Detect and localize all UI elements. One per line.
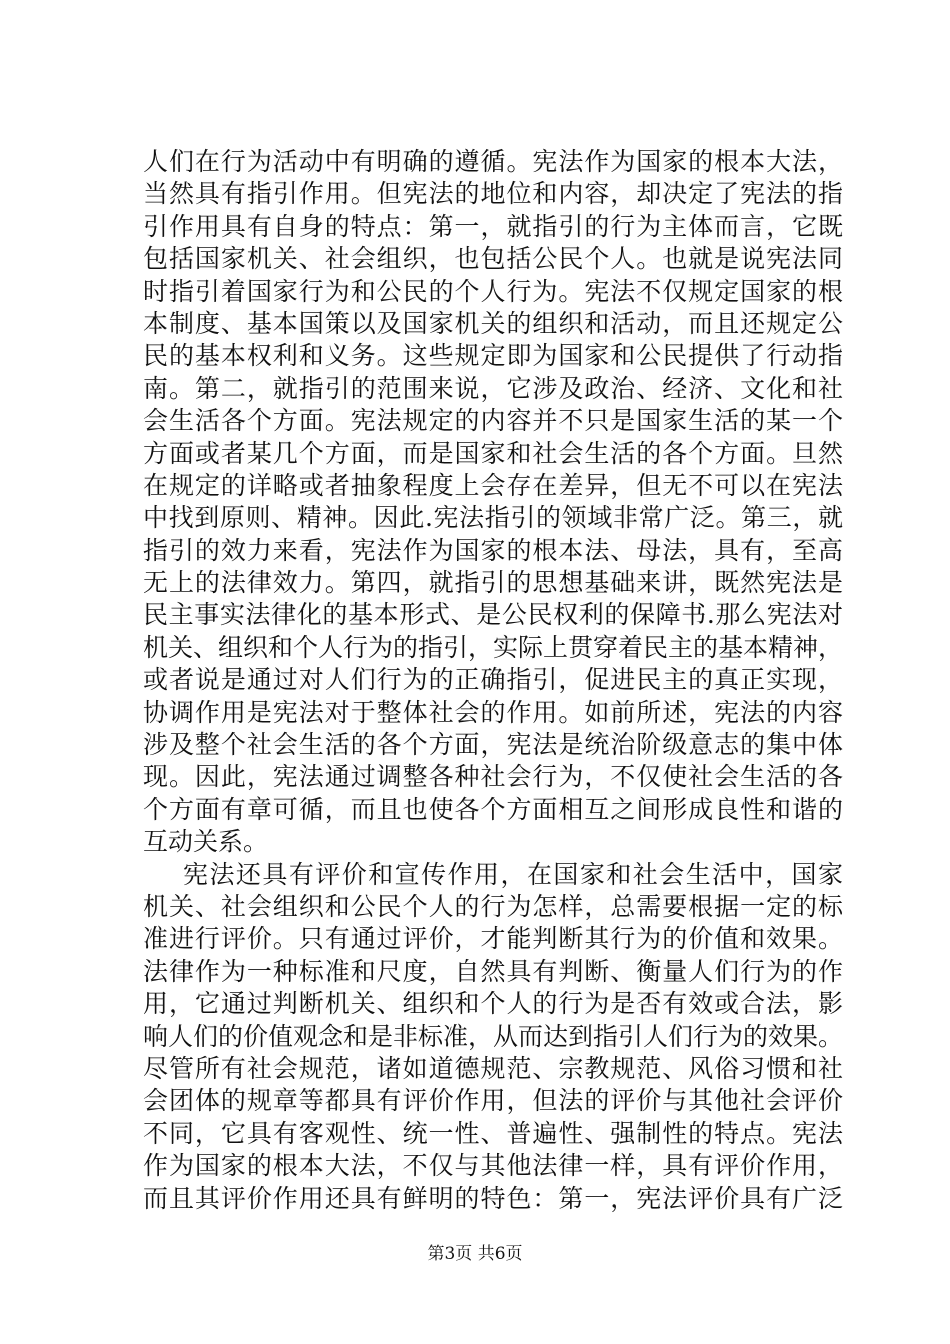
- text-line: 用，它通过判断机关、组织和个人的行为是否有效或合法，影: [143, 989, 843, 1019]
- paragraph-first-line: 宪法还具有评价和宣传作用，在国家和社会生活中，国家: [183, 859, 843, 889]
- text-line: 无上的法律效力。第四，就指引的思想基础来讲，既然宪法是: [143, 568, 843, 598]
- text-line: 引作用具有自身的特点：第一，就指引的行为主体而言，它既: [143, 211, 843, 241]
- text-line: 民的基本权利和义务。这些规定即为国家和公民提供了行动指: [143, 341, 843, 371]
- text-line: 中找到原则、精神。因此.宪法指引的领域非常广泛。第三，就: [143, 503, 843, 533]
- text-line: 方面或者某几个方面，而是国家和社会生活的各个方面。旦然: [143, 438, 843, 468]
- text-line: 会团体的规章等都具有评价作用，但法的评价与其他社会评价: [143, 1086, 843, 1116]
- text-line: 个方面有章可循，而且也使各个方面相互之间形成良性和谐的: [143, 794, 843, 824]
- page-number-footer: 第3页 共6页: [427, 1244, 523, 1264]
- text-line: 不同，它具有客观性、统一性、普遍性、强制性的特点。宪法: [143, 1118, 843, 1148]
- text-line: 而且其评价作用还具有鲜明的特色：第一，宪法评价具有广泛: [143, 1183, 843, 1213]
- text-line: 人们在行为活动中有明确的遵循。宪法作为国家的根本大法，: [143, 147, 843, 176]
- text-line: 当然具有指引作用。但宪法的地位和内容，却决定了宪法的指: [143, 179, 843, 209]
- text-line: 尽管所有社会规范，诸如道德规范、宗教规范、风俗习惯和社: [143, 1053, 843, 1083]
- body-text: [143, 146, 843, 1215]
- text-line: 南。第二，就指引的范围来说，它涉及政治、经济、文化和社: [143, 373, 843, 403]
- text-line: 机关、社会组织和公民个人的行为怎样，总需要根据一定的标: [143, 891, 843, 921]
- text-line: 民主事实法律化的基本形式、是公民权利的保障书.那么宪法对: [143, 600, 843, 630]
- text-line: 本制度、基本国策以及国家机关的组织和活动，而且还规定公: [143, 308, 843, 338]
- text-line: 时指引着国家行为和公民的个人行为。宪法不仅规定国家的根: [143, 276, 843, 306]
- text-line: 涉及整个社会生活的各个方面，宪法是统治阶级意志的集中体: [143, 730, 843, 760]
- text-line: 或者说是通过对人们行为的正确指引，促进民主的真正实现，: [143, 665, 843, 695]
- text-line: 包括国家机关、社会组织，也包括公民个人。也就是说宪法同: [143, 244, 843, 274]
- text-line: 现。因此，宪法通过调整各种社会行为，不仅使社会生活的各: [143, 762, 843, 792]
- text-line: 在规定的详略或者抽象程度上会存在差异，但无不可以在宪法: [143, 470, 843, 500]
- text-line: 准进行评价。只有通过评价，才能判断其行为的价值和效果。: [143, 924, 843, 954]
- text-line: 互动关系。: [143, 827, 269, 857]
- text-line: 作为国家的根本大法，不仅与其他法律一样，具有评价作用，: [143, 1151, 843, 1181]
- text-line: 指引的效力来看，宪法作为国家的根本法、母法，具有，至高: [143, 535, 843, 565]
- text-line: 协调作用是宪法对于整体社会的作用。如前所述，宪法的内容: [143, 697, 843, 727]
- text-line: 法律作为一种标准和尺度，自然具有判断、衡量人们行为的作: [143, 956, 843, 986]
- text-line: 会生活各个方面。宪法规定的内容并不只是国家生活的某一个: [143, 406, 843, 436]
- text-line: 机关、组织和个人行为的指引，实际上贯穿着民主的基本精神，: [143, 632, 844, 662]
- text-line: 响人们的价值观念和是非标准，从而达到指引人们行为的效果。: [143, 1021, 844, 1051]
